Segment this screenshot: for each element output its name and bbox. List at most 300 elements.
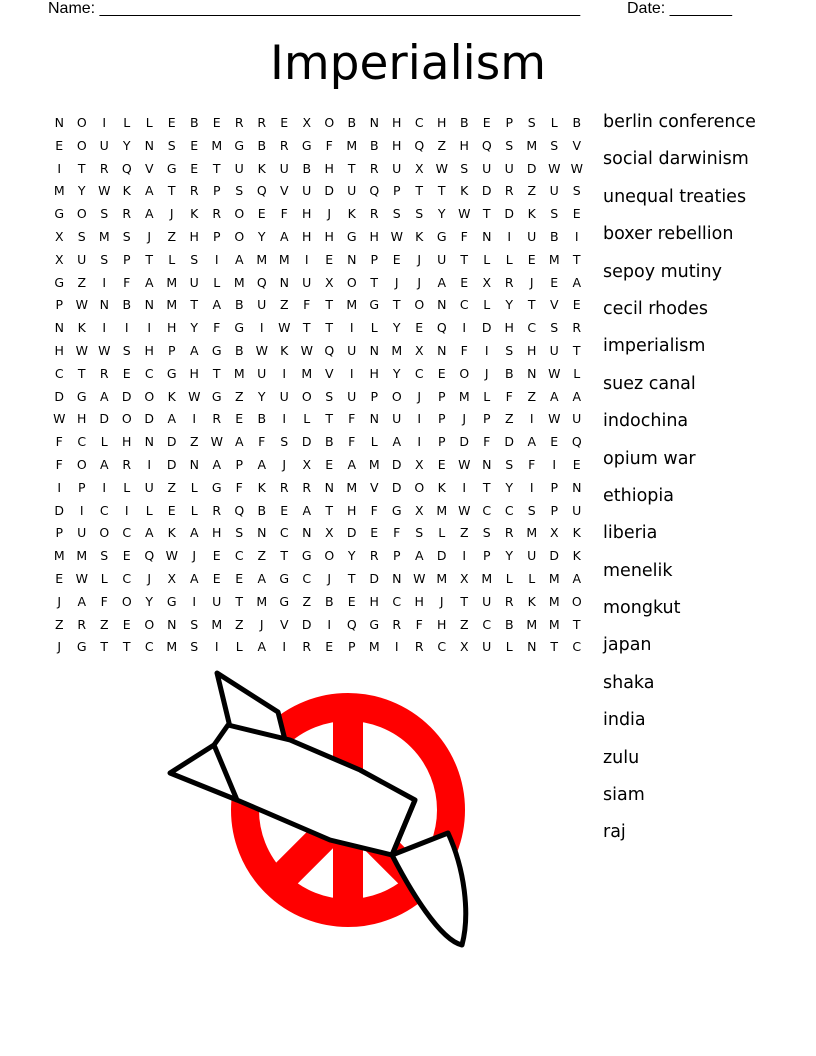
grid-letter: H: [324, 160, 334, 176]
grid-letter: I: [214, 639, 219, 655]
grid-letter: R: [122, 206, 132, 222]
grid-letter: X: [414, 502, 424, 518]
grid-row: [48, 636, 588, 659]
grid-letter: U: [482, 593, 492, 609]
grid-letter: T: [572, 616, 581, 632]
grid-letter: X: [54, 251, 64, 267]
grid-row: [48, 112, 588, 135]
grid-letter: I: [327, 616, 332, 632]
grid-letter: N: [302, 525, 312, 541]
grid-letter: F: [100, 593, 108, 609]
grid-letter: J: [394, 274, 399, 290]
word-search-grid: [48, 112, 588, 659]
grid-letter: H: [212, 525, 222, 541]
grid-letter: R: [279, 137, 289, 153]
grid-letter: G: [76, 639, 87, 655]
name-field-label: Name: ______________________________________________________: [48, 0, 581, 17]
grid-letter: D: [166, 434, 177, 450]
grid-letter: L: [505, 570, 513, 586]
grid-letter: A: [144, 525, 154, 541]
grid-letter: D: [54, 502, 65, 518]
grid-letter: T: [370, 274, 379, 290]
grid-letter: U: [347, 183, 357, 199]
grid-letter: R: [77, 616, 87, 632]
grid-letter: Q: [346, 616, 357, 632]
grid-letter: I: [259, 320, 264, 336]
grid-letter: S: [235, 183, 244, 199]
grid-letter: S: [482, 525, 491, 541]
grid-letter: P: [55, 525, 64, 541]
grid-letter: A: [77, 593, 87, 609]
grid-letter: G: [54, 274, 65, 290]
grid-letter: D: [54, 388, 65, 404]
grid-letter: K: [257, 160, 266, 176]
grid-letter: I: [124, 502, 129, 518]
grid-letter: M: [526, 137, 538, 153]
grid-letter: Y: [257, 388, 266, 404]
grid-letter: T: [325, 502, 334, 518]
grid-letter: E: [122, 365, 131, 381]
grid-letter: W: [75, 297, 88, 313]
grid-letter: X: [54, 228, 64, 244]
grid-letter: E: [257, 206, 266, 222]
grid-letter: S: [550, 137, 559, 153]
grid-letter: R: [504, 183, 514, 199]
grid-letter: C: [77, 434, 87, 450]
grid-letter: H: [369, 593, 379, 609]
grid-letter: E: [55, 137, 64, 153]
grid-letter: G: [301, 548, 312, 564]
grid-letter: F: [348, 411, 356, 427]
grid-letter: R: [392, 616, 402, 632]
grid-letter: P: [235, 456, 244, 472]
grid-letter: P: [167, 342, 176, 358]
grid-letter: Y: [145, 593, 154, 609]
grid-letter: X: [414, 160, 424, 176]
grid-letter: T: [145, 251, 154, 267]
grid-letter: B: [122, 297, 132, 313]
grid-letter: X: [167, 570, 177, 586]
grid-letter: K: [460, 183, 469, 199]
grid-letter: D: [391, 479, 402, 495]
grid-letter: G: [211, 388, 222, 404]
grid-letter: O: [234, 228, 245, 244]
grid-letter: D: [549, 548, 560, 564]
grid-row: [48, 591, 588, 614]
grid-letter: A: [437, 274, 447, 290]
grid-letter: U: [527, 548, 537, 564]
grid-letter: Z: [77, 274, 87, 290]
grid-letter: M: [301, 365, 313, 381]
word-list-item: berlin conference: [603, 112, 756, 132]
grid-letter: U: [549, 183, 559, 199]
grid-letter: G: [279, 593, 290, 609]
grid-letter: U: [482, 160, 492, 176]
grid-letter: R: [369, 160, 379, 176]
grid-letter: L: [190, 479, 198, 495]
grid-letter: T: [212, 160, 221, 176]
grid-letter: O: [99, 525, 110, 541]
grid-letter: T: [347, 570, 356, 586]
grid-letter: M: [526, 616, 538, 632]
grid-letter: X: [459, 639, 469, 655]
grid-letter: E: [460, 274, 469, 290]
grid-letter: E: [167, 115, 176, 130]
grid-letter: L: [303, 411, 311, 427]
grid-letter: A: [572, 388, 582, 404]
page-title: Imperialism: [270, 36, 546, 91]
grid-letter: Q: [414, 137, 425, 153]
grid-letter: H: [77, 411, 87, 427]
grid-letter: R: [504, 593, 514, 609]
grid-letter: O: [414, 479, 425, 495]
grid-letter: O: [324, 115, 335, 130]
grid-letter: S: [190, 616, 199, 632]
grid-letter: Z: [167, 228, 177, 244]
grid-letter: O: [346, 274, 357, 290]
grid-letter: P: [482, 548, 491, 564]
grid-letter: D: [481, 183, 492, 199]
grid-letter: C: [414, 365, 424, 381]
grid-letter: T: [100, 639, 109, 655]
grid-letter: R: [257, 115, 267, 130]
grid-row: [48, 180, 588, 203]
grid-letter: A: [302, 502, 312, 518]
grid-letter: V: [572, 137, 582, 153]
grid-letter: D: [436, 548, 447, 564]
grid-letter: H: [392, 115, 402, 130]
grid-letter: O: [571, 593, 582, 609]
grid-letter: I: [147, 320, 152, 336]
word-list-item: zulu: [603, 747, 640, 768]
grid-letter: G: [234, 320, 245, 336]
grid-letter: Q: [436, 320, 447, 336]
grid-letter: H: [527, 342, 537, 358]
grid-letter: A: [189, 525, 199, 541]
grid-letter: E: [527, 251, 536, 267]
grid-letter: N: [279, 274, 289, 290]
grid-letter: M: [211, 137, 223, 153]
grid-letter: M: [166, 274, 178, 290]
grid-letter: T: [415, 183, 424, 199]
grid-letter: I: [192, 411, 197, 427]
grid-row: [48, 272, 588, 295]
grid-letter: A: [257, 570, 267, 586]
grid-letter: Y: [505, 548, 514, 564]
grid-letter: D: [301, 434, 312, 450]
grid-letter: W: [570, 160, 583, 176]
grid-letter: W: [548, 160, 561, 176]
grid-letter: A: [549, 388, 559, 404]
grid-letter: J: [169, 206, 174, 222]
grid-letter: O: [324, 548, 335, 564]
grid-letter: U: [302, 183, 312, 199]
grid-letter: S: [190, 251, 199, 267]
grid-letter: T: [212, 365, 221, 381]
grid-letter: R: [302, 479, 312, 495]
grid-letter: H: [324, 228, 334, 244]
word-list-item: sepoy mutiny: [603, 261, 722, 282]
grid-letter: U: [572, 502, 582, 518]
grid-letter: P: [437, 388, 446, 404]
grid-row: [48, 226, 588, 249]
grid-letter: E: [190, 137, 199, 153]
grid-letter: P: [55, 297, 64, 313]
word-list-item: india: [603, 710, 646, 731]
grid-letter: M: [53, 183, 65, 199]
grid-letter: S: [190, 639, 199, 655]
grid-letter: I: [57, 160, 62, 176]
grid-letter: M: [458, 388, 470, 404]
grid-letter: T: [460, 251, 469, 267]
grid-letter: A: [347, 456, 357, 472]
grid-letter: A: [234, 434, 244, 450]
grid-letter: I: [462, 548, 467, 564]
grid-letter: F: [393, 525, 401, 541]
word-list-item: unequal treaties: [603, 186, 747, 207]
grid-letter: Y: [122, 137, 131, 153]
grid-letter: J: [417, 274, 422, 290]
grid-letter: R: [504, 525, 514, 541]
grid-row: [48, 500, 588, 523]
grid-letter: E: [572, 297, 581, 313]
grid-letter: E: [235, 570, 244, 586]
grid-letter: I: [304, 251, 309, 267]
grid-letter: X: [302, 456, 312, 472]
grid-letter: H: [369, 228, 379, 244]
word-list-item: mongkut: [603, 598, 681, 619]
grid-letter: I: [214, 251, 219, 267]
grid-letter: K: [280, 342, 289, 358]
grid-row: [48, 477, 588, 500]
grid-letter: S: [122, 228, 131, 244]
grid-letter: T: [77, 160, 86, 176]
grid-letter: H: [302, 228, 312, 244]
grid-letter: T: [325, 297, 334, 313]
grid-letter: F: [303, 297, 311, 313]
grid-letter: C: [302, 570, 312, 586]
grid-letter: E: [122, 548, 131, 564]
grid-letter: Q: [234, 502, 245, 518]
grid-letter: L: [370, 434, 378, 450]
grid-row: [48, 294, 588, 317]
grid-letter: R: [369, 206, 379, 222]
grid-letter: B: [257, 137, 267, 153]
grid-letter: G: [166, 160, 177, 176]
grid-letter: H: [392, 137, 402, 153]
grid-letter: I: [349, 365, 354, 381]
grid-letter: M: [278, 251, 290, 267]
grid-letter: S: [550, 206, 559, 222]
grid-letter: O: [391, 388, 402, 404]
grid-letter: U: [302, 274, 312, 290]
grid-letter: J: [417, 251, 422, 267]
grid-letter: E: [572, 206, 581, 222]
grid-letter: J: [259, 616, 264, 632]
grid-letter: R: [504, 274, 514, 290]
grid-letter: W: [300, 342, 313, 358]
grid-letter: A: [572, 274, 582, 290]
grid-letter: I: [102, 479, 107, 495]
grid-row: [48, 203, 588, 226]
grid-letter: R: [212, 502, 222, 518]
grid-letter: S: [572, 183, 581, 199]
grid-letter: S: [122, 342, 131, 358]
grid-letter: I: [462, 479, 467, 495]
grid-letter: O: [76, 206, 87, 222]
grid-letter: F: [460, 342, 468, 358]
grid-letter: G: [301, 137, 312, 153]
grid-letter: W: [458, 502, 471, 518]
grid-letter: U: [279, 160, 289, 176]
grid-letter: M: [256, 593, 268, 609]
grid-letter: Y: [505, 479, 514, 495]
grid-letter: B: [189, 115, 199, 130]
grid-letter: J: [147, 228, 152, 244]
grid-letter: J: [327, 206, 332, 222]
grid-letter: U: [189, 274, 199, 290]
grid-letter: H: [347, 502, 357, 518]
grid-letter: J: [462, 411, 467, 427]
grid-letter: G: [76, 388, 87, 404]
grid-letter: P: [550, 502, 559, 518]
grid-row: [48, 340, 588, 363]
grid-letter: P: [482, 411, 491, 427]
grid-letter: A: [189, 570, 199, 586]
grid-letter: T: [347, 160, 356, 176]
grid-letter: N: [99, 297, 109, 313]
grid-letter: P: [505, 115, 514, 130]
grid-letter: P: [550, 479, 559, 495]
grid-letter: B: [369, 137, 379, 153]
grid-letter: M: [346, 137, 358, 153]
grid-letter: C: [459, 297, 469, 313]
peace-sign-bomb-icon: [150, 660, 480, 960]
grid-letter: I: [102, 274, 107, 290]
grid-letter: A: [279, 228, 289, 244]
grid-letter: Z: [437, 137, 447, 153]
grid-letter: I: [79, 502, 84, 518]
grid-letter: R: [302, 639, 312, 655]
word-list-item: shaka: [603, 672, 655, 693]
grid-letter: U: [504, 160, 514, 176]
grid-letter: E: [212, 548, 221, 564]
grid-letter: O: [144, 388, 155, 404]
grid-letter: W: [98, 342, 111, 358]
grid-letter: Q: [256, 274, 267, 290]
grid-letter: Q: [144, 548, 155, 564]
grid-letter: M: [346, 479, 358, 495]
word-list-item: opium war: [603, 448, 696, 469]
grid-letter: T: [392, 297, 401, 313]
grid-letter: H: [189, 228, 199, 244]
grid-letter: Q: [571, 434, 582, 450]
grid-letter: I: [57, 479, 62, 495]
grid-letter: N: [527, 365, 537, 381]
grid-letter: Y: [257, 228, 266, 244]
grid-letter: H: [189, 365, 199, 381]
grid-letter: L: [100, 434, 108, 450]
grid-letter: S: [527, 115, 536, 130]
grid-letter: C: [99, 502, 109, 518]
grid-letter: J: [529, 274, 534, 290]
grid-letter: K: [347, 206, 356, 222]
grid-row: [48, 363, 588, 386]
grid-letter: A: [189, 342, 199, 358]
grid-letter: N: [369, 411, 379, 427]
grid-letter: T: [482, 479, 491, 495]
grid-letter: Z: [527, 388, 537, 404]
grid-letter: K: [415, 228, 424, 244]
grid-letter: Q: [481, 137, 492, 153]
grid-letter: A: [167, 411, 177, 427]
grid-letter: I: [147, 456, 152, 472]
grid-letter: F: [370, 502, 378, 518]
grid-letter: H: [167, 320, 177, 336]
grid-letter: L: [483, 297, 491, 313]
grid-letter: F: [235, 479, 243, 495]
grid-row: [48, 135, 588, 158]
grid-letter: I: [282, 365, 287, 381]
grid-letter: T: [167, 183, 176, 199]
grid-letter: W: [53, 411, 66, 427]
grid-letter: Z: [279, 297, 289, 313]
grid-letter: Q: [324, 342, 335, 358]
word-list-item: liberia: [603, 523, 658, 544]
grid-letter: N: [54, 320, 64, 336]
grid-letter: B: [504, 365, 514, 381]
grid-letter: C: [122, 525, 132, 541]
grid-letter: T: [190, 297, 199, 313]
grid-letter: K: [167, 388, 176, 404]
grid-letter: D: [144, 411, 155, 427]
grid-letter: A: [144, 274, 154, 290]
grid-letter: Z: [234, 616, 244, 632]
grid-letter: B: [324, 593, 334, 609]
grid-letter: K: [437, 479, 446, 495]
grid-letter: Y: [392, 365, 401, 381]
grid-letter: G: [279, 570, 290, 586]
grid-letter: N: [437, 297, 447, 313]
grid-letter: S: [415, 206, 424, 222]
grid-letter: W: [390, 228, 403, 244]
grid-letter: W: [435, 160, 448, 176]
grid-letter: U: [392, 411, 402, 427]
grid-letter: P: [347, 639, 356, 655]
grid-letter: K: [257, 479, 266, 495]
grid-letter: S: [77, 228, 86, 244]
word-list-item: siam: [603, 785, 645, 806]
grid-letter: N: [369, 115, 379, 130]
word-list-item: menelik: [603, 560, 673, 581]
grid-letter: L: [573, 365, 581, 381]
grid-letter: B: [347, 115, 357, 130]
grid-letter: D: [391, 456, 402, 472]
grid-letter: L: [123, 479, 131, 495]
grid-letter: G: [54, 206, 65, 222]
grid-letter: K: [190, 206, 199, 222]
word-list-item: raj: [603, 822, 626, 843]
grid-letter: D: [346, 525, 357, 541]
grid-letter: K: [527, 206, 536, 222]
grid-letter: D: [459, 434, 470, 450]
grid-letter: Q: [121, 160, 132, 176]
grid-letter: S: [100, 548, 109, 564]
grid-letter: Y: [347, 548, 356, 564]
grid-letter: D: [369, 570, 380, 586]
grid-letter: R: [189, 183, 199, 199]
grid-letter: U: [77, 251, 87, 267]
